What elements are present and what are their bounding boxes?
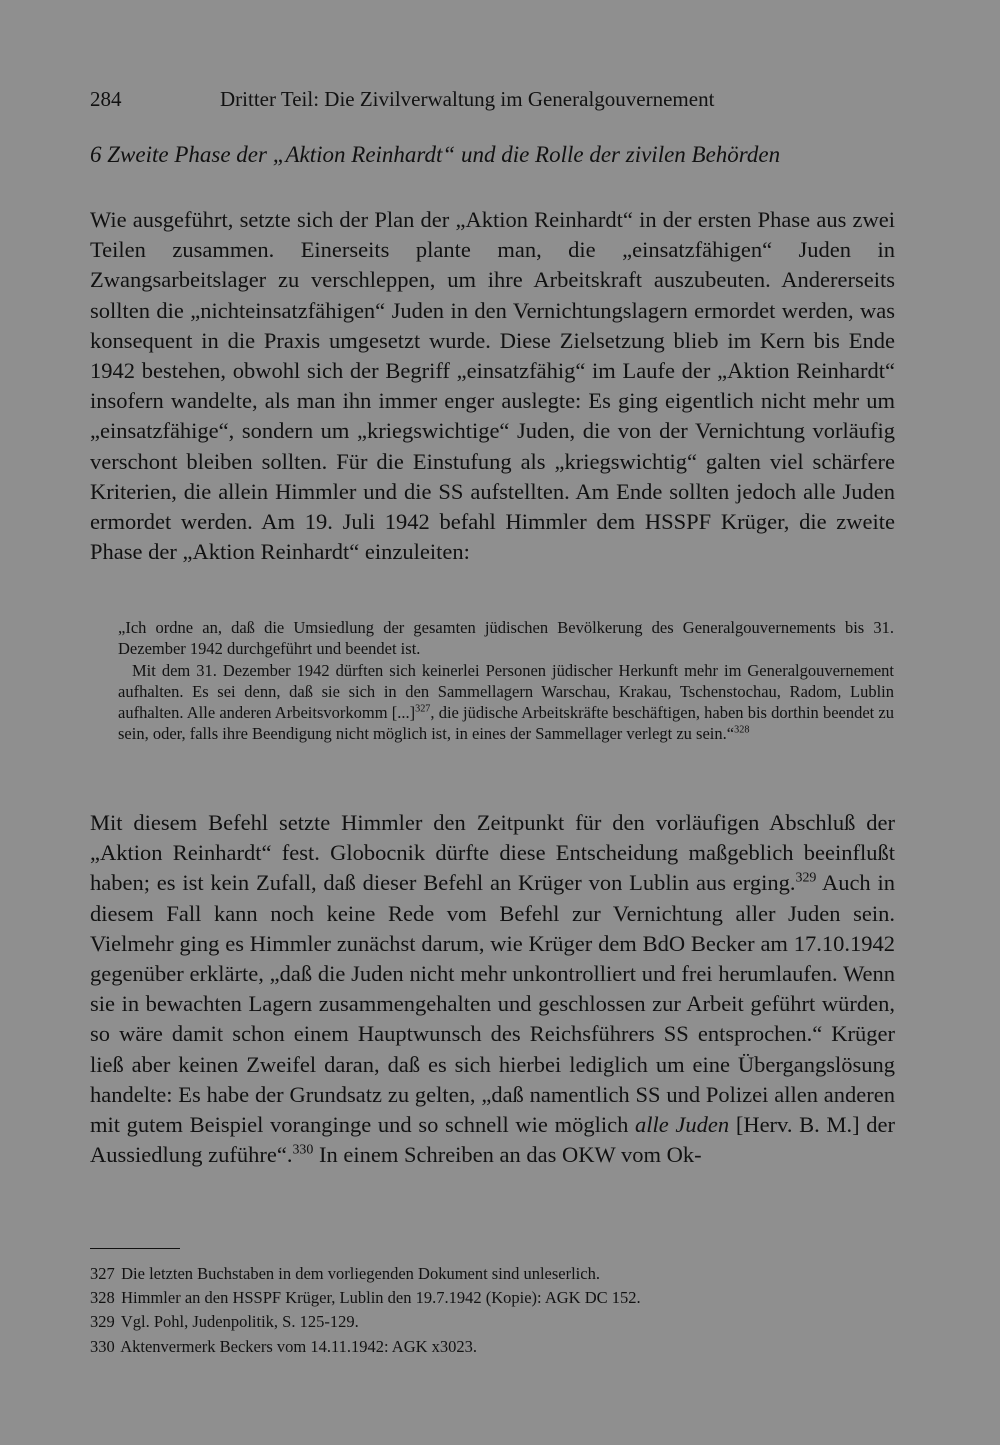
paragraph-text: Wie ausgeführt, setzte sich der Plan der „Aktion Reinhardt“ in der ersten Phase aus zwei Teilen zusammen. Einerseits plante man, die „einsatzfähigen“ Juden in Zwangsarbeitslager zu verschleppen, um ihre Arbeitskraft auszubeuten. Andererseits sollten die „nichteinsatzfähigen“ Juden in den Vernichtungslagern ermordet werden, was konsequent in die Praxis umgesetzt wurde. Diese Zielsetzung blieb im Kern bis Ende 1942 bestehen, obwohl sich der Begriff „einsatzfähig“ im Laufe der „Aktion Reinhardt“ insofern wandelte, als man ihn immer enger auslegte: Es ging eigentlich nicht mehr um „einsatzfähige“, sondern um „kriegswichtige“ Juden, die von der Vernichtung vorläufig verschont bleiben sollten. Für die Einstufung als „kriegswichtig“ galten viel schärfere Kriterien, die allein Himmler und die SS aufstellten. Am Ende sollten jedoch alle Juden ermordet werden. Am 19. Juli 1942 befahl Himmler dem HSSPF Krüger, die zweite Phase der „Aktion Reinhardt“ einzuleiten:	[90, 207, 895, 565]
text-run: In einem Schreiben an das OKW vom Ok-	[313, 1142, 702, 1168]
footnote-number: 328	[90, 1288, 115, 1308]
body-paragraph-2	[90, 808, 895, 1170]
footnote-328	[90, 1286, 900, 1310]
footnote-text: Die letzten Buchstaben in dem vorliegenden Dokument sind unleserlich.	[121, 1264, 600, 1283]
footnote-329	[90, 1310, 900, 1334]
quote-part-1: „Ich ordne an, daß die Umsiedlung der gesamten jüdischen Bevölkerung des Generalgouvernements bis 31. Dezember 1942 durchgeführt und beendet ist.	[118, 618, 894, 659]
footnote-327	[90, 1262, 900, 1286]
page-number: 284	[90, 87, 122, 111]
footnote-ref-327[interactable]: 327	[415, 703, 431, 715]
footnote-text: Aktenvermerk Beckers vom 14.11.1942: AGK x3023.	[120, 1336, 478, 1356]
quote-part-2	[118, 660, 894, 745]
footnote-number: 327	[90, 1264, 115, 1283]
section-heading: 6 Zweite Phase der „Aktion Reinhardt“ und die Rolle der zivilen Behörden	[90, 142, 781, 167]
footnote-330	[90, 1335, 900, 1359]
footnote-text: Himmler an den HSSPF Krüger, Lublin den 19.7.1942 (Kopie): AGK DC 152.	[121, 1288, 641, 1308]
paragraph-text	[90, 808, 895, 1170]
running-title: Dritter Teil: Die Zivilverwaltung im Generalgouvernement	[220, 87, 715, 111]
page-header	[90, 87, 890, 115]
text-run: Auch in diesem Fall kann noch keine Rede vom Befehl zur Vernichtung aller Juden sein. Vielmehr ging es Himmler zunächst darum, wie Krüger dem BdO Becker am 17.10.1942 gegenüber erklärte, „daß die Juden nicht mehr unkontrolliert und frei herumlaufen. Wenn sie in bewachten Lagern zusammengehalten und geschlossen zur Arbeit geführt würden, so wäre damit schon einem Hauptwunsch des Reichsführers SS entsprochen.“ Krüger ließ aber keinen Zweifel daran, daß es sich hierbei lediglich um eine Übergangslösung handelte: Es habe der Grundsatz zu gelten, „daß namentlich SS und Polizei allen anderen mit gutem Beispiel voranginge und so schnell wie möglich	[90, 870, 895, 1138]
footnote-number: 329	[90, 1312, 115, 1332]
quote-text: , die jüdische Arbeitskräfte beschäftigen, haben bis dorthin beendet zu sein, oder, falls ihre Beendigung nicht möglich ist, in eines der Sammellager verlegt zu sein.“	[118, 703, 894, 744]
footnote-number: 330	[90, 1336, 115, 1356]
footnote-ref-328[interactable]: 328	[734, 724, 750, 736]
text-run: [Herv. B. M.] der Aussiedlung zuführe“.	[90, 1112, 895, 1168]
quote-text: Mit dem 31. Dezember 1942 dürften sich keinerlei Personen jüdischer Herkunft mehr im Generalgouvernement aufhalten. Es sei denn, daß sie sich in den Sammellagern Warschau, Krakau, Tschenstochau, Radom, Lublin aufhalten. Alle anderen Arbeitsvorkomm [...]	[118, 660, 894, 723]
footnotes	[90, 1262, 900, 1359]
footnote-text: Vgl. Pohl, Judenpolitik, S. 125-129.	[120, 1312, 359, 1332]
footnote-ref-329[interactable]: 329	[795, 870, 817, 886]
emphasis: alle Juden	[635, 1112, 730, 1138]
block-quote	[118, 617, 894, 745]
body-paragraph-1	[90, 205, 895, 567]
footnote-divider	[90, 1248, 180, 1249]
footnote-ref-330[interactable]: 330	[292, 1142, 314, 1158]
text-run: Mit diesem Befehl setzte Himmler den Zeitpunkt für den vorläufigen Abschluß der „Aktion Reinhardt“ fest. Globocnik dürfte diese Entscheidung maßgeblich beeinflußt haben; es ist kein Zufall, daß dieser Befehl an Krüger von Lublin aus erging.	[90, 810, 895, 896]
